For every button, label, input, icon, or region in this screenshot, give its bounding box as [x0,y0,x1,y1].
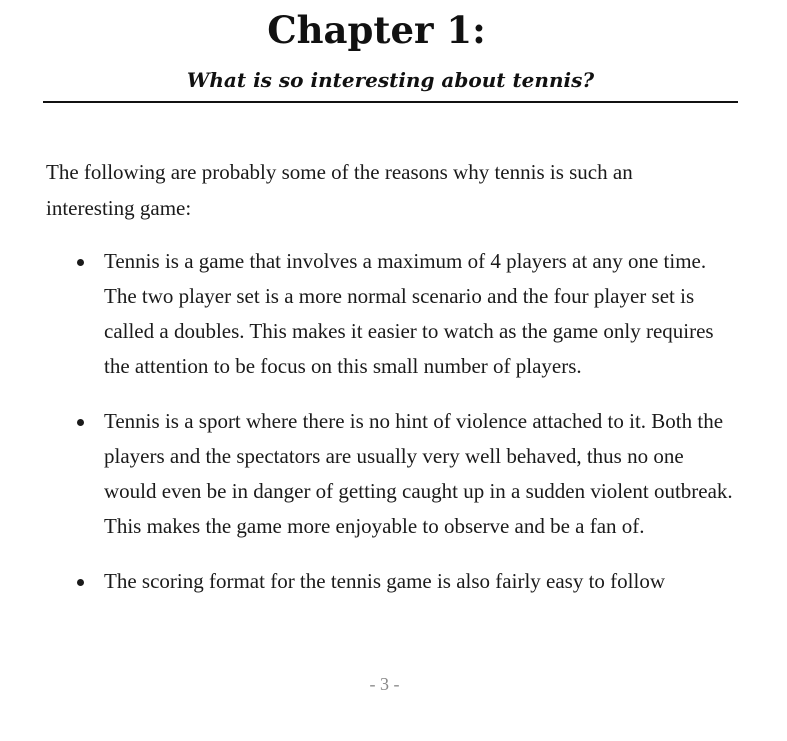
bullet-icon [77,579,84,586]
list-item-text: Tennis is a sport where there is no hint of violence attached to it. Both the players and the spectators are usually very well behaved, thus no one would even be in danger of getting caught up in a sudden violent outbreak. This makes the game more enjoyable to observe and be a fan of. [104,409,733,538]
list-item [46,564,736,599]
intro-paragraph: The following are probably some of the reasons why tennis is such an interesting game: [46,160,633,220]
reasons-list [46,244,736,619]
bullet-icon [77,259,84,266]
title-divider [43,101,738,103]
list-item-text: The scoring format for the tennis game is also fairly easy to follow [104,569,666,593]
page-number: - 3 - [369,674,400,694]
chapter-title: Chapter 1: [267,8,486,52]
list-item [46,244,736,384]
chapter-subtitle: What is so interesting about tennis? [186,68,595,92]
list-item [46,404,736,544]
list-item-text: Tennis is a game that involves a maximum of 4 players at any one time. The two player set is a more normal scenario and the four player set is called a doubles. This makes it easier to watch as the game only requires the attention to be focus on this small number of players. [104,249,714,378]
bullet-icon [77,419,84,426]
